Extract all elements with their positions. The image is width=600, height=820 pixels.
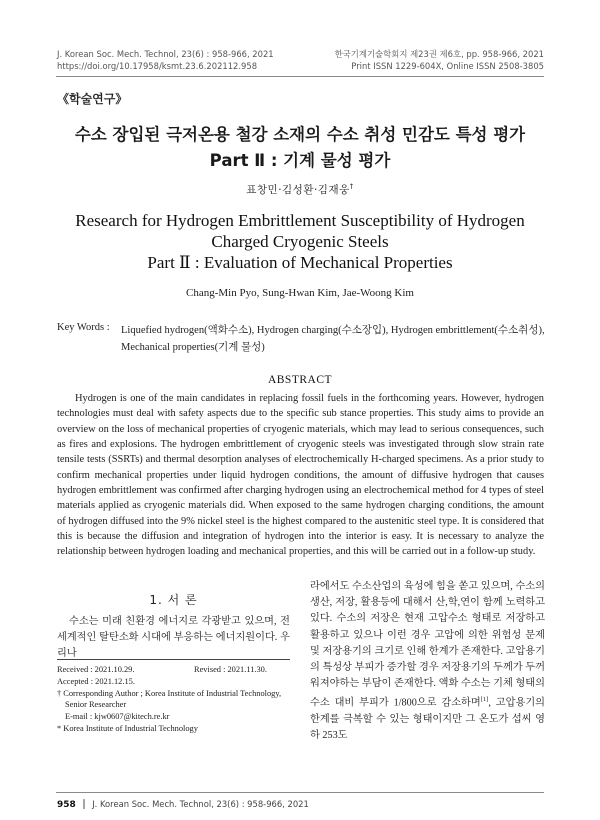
title-english-line1: Research for Hydrogen Embrittlement Susceptibility of Hydrogen [75,211,525,230]
footer-divider [56,792,544,793]
citation-ref[interactable]: [1] [480,696,489,704]
title-korean-line2: Part Ⅱ : 기계 물성 평가 [209,151,391,170]
keywords-label: Key Words : [57,322,110,333]
journal-citation-korean: 한국기계기술학회지 제23권 제6호, pp. 958-966, 2021 [334,49,544,59]
abstract-heading: ABSTRACT [267,374,333,386]
keywords-list: Liquefied hydrogen(액화수소), Hydrogen charging(수소장입), Hydrogen embrittlement(수소취성), Mechanical properties(기계 물성) [121,325,545,353]
introduction-right-column [310,579,545,744]
title-english-line3: Part Ⅱ : Evaluation of Mechanical Properties [147,253,453,272]
revised-date: Revised : 2021.11.30. [194,665,267,674]
footer-separator: ║ [81,799,87,809]
author-affiliation: * Korea Institute of Industrial Technology [57,724,198,733]
section-heading-introduction: 1. 서 론 [149,593,198,607]
introduction-left-column: 수소는 미래 친환경 에너지로 각광받고 있으며, 전세계적인 탈탄소화 시대에 부응하는 에너지원이다. 우리나 [57,616,290,659]
authors-english: Chang-Min Pyo, Sung-Hwan Kim, Jae-Woong Kim [186,287,414,299]
authors-korean [40,182,560,197]
title-korean [40,122,560,174]
footer-journal: J. Korean Soc. Mech. Technol, 23(6) : 958-966, 2021 [92,799,309,809]
footnote-divider [57,659,290,660]
doi-link[interactable]: https://doi.org/10.17958/ksmt.23.6.202112.958 [57,61,258,71]
corresponding-email[interactable]: E-mail : kjw0607@kitech.re.kr [65,712,170,721]
accepted-date: Accepted : 2021.12.15. [57,677,135,686]
introduction-right-text-b: , 고압용기의 한계를 극복할 수 있는 형태이지만 그 온도가 섭씨 영하 253도 [310,697,545,742]
running-header-right [335,48,544,72]
page-footer [57,799,309,810]
authors-korean-names: 표창민·김성환·김재웅 [246,184,350,196]
corresponding-mark: † [349,182,354,191]
received-date: Received : 2021.10.29. [57,665,135,674]
title-english [40,210,560,273]
page-number: 958 [57,800,76,810]
title-korean-line1: 수소 장입된 극저온용 철강 소재의 수소 취성 민감도 특성 평가 [74,125,526,144]
corresponding-author-role: Senior Researcher [65,700,127,709]
introduction-right-text-a: 라에서도 수소산업의 육성에 힘을 쏟고 있으며, 수소의 생산, 저장, 활용등에 대해서 산,학,연이 함께 노력하고 있다. 수소의 저장은 현재 고압수소 형태로 저장하고 활용하고 있으나 이런 경우 고압에 의한 위험성 문제 및 저장용기의 크기로 인해 한계가 존재한다. 고압용기의 특성상 부피가 증가할 경우 저장용기의 두께가 두꺼워져야하는 부담이 존재한다. 액화 수소는 기체 형태의 수소 대비 부피가 1/800으로 감소하며 [310,581,545,709]
corresponding-author: † Corresponding Author ; Korea Institute of Industrial Technology, [57,689,282,698]
header-divider [56,76,544,77]
abstract-body: Hydrogen is one of the main candidates in replacing fossil fuels in the forthcoming years. However, hydrogen technologies must deal with safety aspects due to the specific sub stance properties. This study aims to provide an overview on the loss of mechanical properties of cryogenic materials, which may lead to serious consequences, such as fires and explosions. The hydrogen embrittlement of cryogenic steels was investigated through slow strain rate tensile tests (SSRTs) and thermal desorption analyses of electrochemically H-charged specimens. As a prior study to confirm mechanical properties under liquid hydrogen conditions, the amount of diffusive hydrogen that causes hydrogen embrittlement was confirmed after charging hydrogen using an electrochemical method for 4 types of steel materials applied as cryogenic materials did. When exposed to the same hydrogen charging conditions, the amount of hydrogen diffused into the 9% nickel steel is the highest compared to the austenitic steel type. It is considered that this is because the diffusion and integration of hydrogen into the interior is easy. It is necessary to analyze the relationship between hydrogen loading and mechanical properties, and this will be carried out in a follow-up study. [57,393,544,558]
article-category: 《학술연구》 [57,92,128,106]
title-english-line2: Charged Cryogenic Steels [211,232,389,251]
journal-citation: J. Korean Soc. Mech. Technol, 23(6) : 958-966, 2021 [57,49,274,59]
running-header-left [57,48,274,72]
issn-info: Print ISSN 1229-604X, Online ISSN 2508-3805 [351,61,544,71]
